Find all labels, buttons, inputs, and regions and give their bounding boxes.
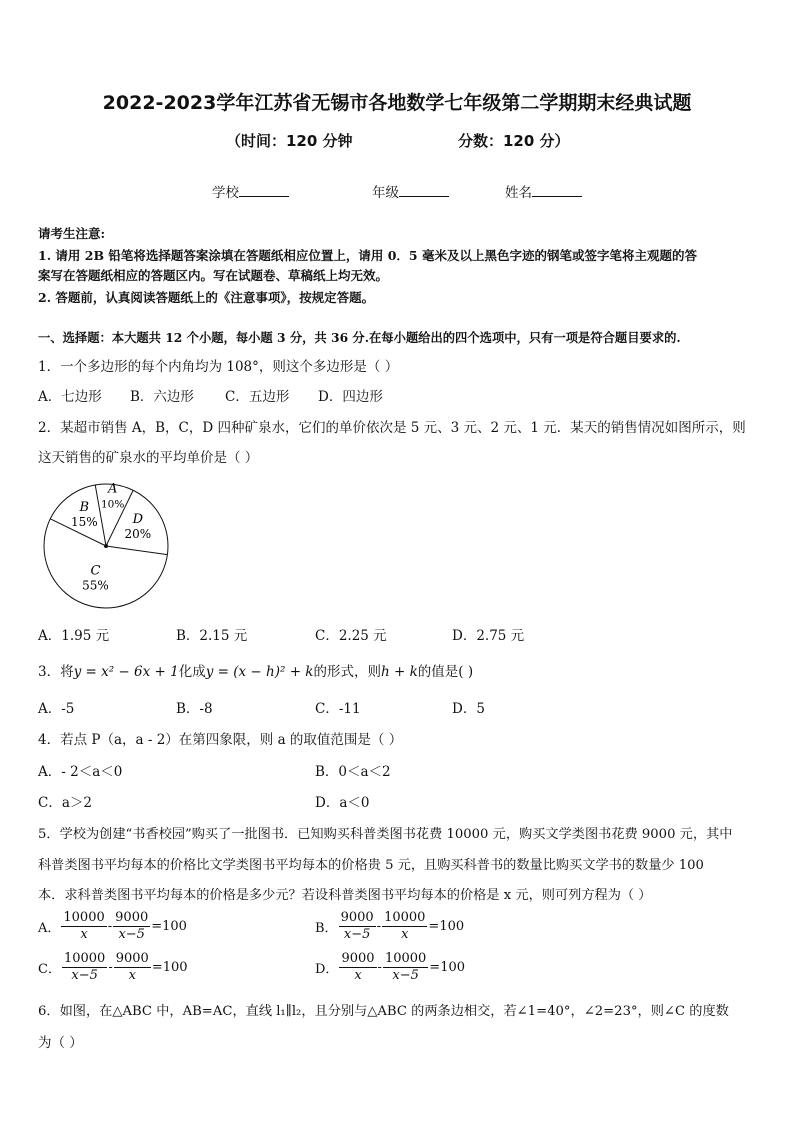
fraction [339, 951, 376, 984]
q5-stem-line3: 本．求科普类图书平均每本的价格是多少元？若设科普类图书平均每本的价格是 x 元，则可列方程为（ ） [38, 888, 652, 903]
numerator: 9000 [115, 910, 149, 925]
q5-option-c: C． $\frac{10000}{x-5}$ - $\frac{9000}{x}$ =100 [38, 951, 188, 983]
pie-label-C: C [90, 563, 101, 579]
q3-stem [38, 660, 473, 680]
fraction [383, 951, 428, 984]
school-field [212, 181, 289, 201]
q2-stem-line2: 这天销售的矿泉水的平均单价是（ ） [38, 450, 259, 466]
q3-stem-b: 化成 [178, 664, 206, 680]
notice-heading: 请考生注意: [38, 226, 106, 241]
name-field [505, 181, 582, 201]
q1-option-d: D．四边形 [318, 389, 383, 405]
q2-option-a: A．1.95 元 [38, 628, 110, 644]
denominator: x−5 [392, 968, 419, 983]
pie-percent-B: 15% [70, 515, 98, 530]
pie-label-D: D [132, 512, 144, 528]
denominator: x−5 [118, 927, 145, 942]
q5-stem-line1: 5．学校为创建“书香校园”购买了一批图书．已知购买科普类图书花费 10000 元，购买文学类图书花费 9000 元，其中 [38, 827, 733, 842]
q4-option-b: B．0＜a＜2 [315, 764, 391, 780]
q5-stem-line2: 科普类图书平均每本的价格比文学类图书平均每本的价格贵 5 元，且购买科普书的数量比购买文学书的数量少 100 [38, 858, 704, 873]
name-label: 姓名 [505, 185, 532, 201]
numerator: 10000 [63, 951, 106, 966]
numerator: 10000 [384, 951, 427, 966]
q6-stem-line2: 为（ ） [38, 1035, 83, 1051]
q4-option-a: A．- 2＜a＜0 [38, 764, 123, 780]
q1-stem: 1．一个多边形的每个内角均为 108°，则这个多边形是（ ） [38, 359, 399, 375]
q5-option-d: D． $\frac{9000}{x}$ - $\frac{10000}{x-5}$ =100 [315, 951, 466, 983]
numerator: 10000 [63, 910, 105, 925]
rhs: =100 [151, 960, 188, 975]
denominator: x−5 [71, 968, 98, 983]
fraction [339, 910, 376, 943]
pie-percent-D: 20% [124, 527, 152, 542]
numerator: 9000 [340, 910, 374, 925]
q2-option-d: D．2.75 元 [452, 628, 525, 644]
notice-line-1b: 案写在答题纸相应的答题区内。写在试题卷、草稿纸上均无效。 [38, 268, 389, 283]
denominator: x−5 [343, 927, 371, 942]
q2-stem-line1: 2．某超市销售 A，B，C，D 四种矿泉水，它们的单价依次是 5 元、3 元、2 元、1 元．某天的销售情况如图所示，则 [38, 420, 746, 436]
q5-option-b: B． $\frac{9000}{x-5}$ - $\frac{10000}{x}$ =100 [315, 910, 465, 942]
q3-option-b: B．-8 [176, 701, 213, 717]
pie-percent-C: 55% [82, 578, 109, 593]
rhs: =100 [428, 919, 465, 934]
pie-label-A: A [107, 481, 118, 497]
grade-blank [399, 184, 449, 197]
q1-option-a: A．七边形 [38, 389, 102, 405]
q1-option-c: C．五边形 [225, 389, 290, 405]
school-label: 学校 [212, 185, 239, 201]
q4-option-c: C．a＞2 [38, 795, 92, 811]
q5-option-c-label: C． [38, 962, 61, 977]
school-blank [239, 184, 289, 197]
q4-option-d: D．a＜0 [315, 795, 370, 811]
q4-stem: 4．若点 P（a，a - 2）在第四象限，则 a 的取值范围是（ ） [38, 732, 403, 748]
grade-field [372, 181, 449, 201]
denominator: x [128, 968, 136, 983]
numerator: 10000 [384, 910, 426, 925]
pie-label-B: B [79, 500, 90, 516]
q3-stem-d: 的值是( ) [417, 664, 474, 680]
fraction [382, 910, 427, 943]
sales-pie-chart [36, 478, 176, 618]
fraction [114, 951, 151, 984]
grade-label: 年级 [372, 185, 399, 201]
fraction [62, 951, 107, 984]
numerator: 9000 [341, 951, 375, 966]
q3-expr-3: h + k [380, 664, 418, 680]
q5-option-b-label: B． [315, 921, 338, 936]
fraction [61, 910, 106, 943]
q3-expr-1: y = x² − 6x + 1 [73, 664, 179, 680]
q1-option-b: B．六边形 [130, 389, 194, 405]
pie-center-dot [104, 544, 108, 548]
section-heading: 一、选择题：本大题共 12 个小题，每小题 3 分，共 36 分.在每小题给出的四个选项中，只有一项是符合题目要求的. [38, 330, 681, 345]
denominator: x [401, 927, 409, 942]
numerator: 9000 [115, 951, 149, 966]
name-blank [532, 184, 582, 197]
q3-expr-2: y = (x − h)² + k [205, 664, 314, 680]
denominator: x [354, 968, 362, 983]
q5-option-d-label: D． [315, 962, 339, 977]
exam-score: 分数：120 分） [458, 132, 570, 150]
rhs: =100 [151, 919, 187, 934]
q6-stem-line1: 6．如图，在△ABC 中，AB=AC，直线 l₁∥l₂，且分别与△ABC 的两条边相交，若∠1=40°，∠2=23°，则∠C 的度数 [38, 1004, 729, 1019]
rhs: =100 [429, 960, 466, 975]
pie-slice-boundary-C [106, 546, 167, 555]
q3-stem-a: 3．将 [38, 664, 74, 680]
q3-option-d: D．5 [452, 701, 485, 717]
notice-line-2: 2. 答题前，认真阅读答题纸上的《注意事项》，按规定答题。 [38, 290, 375, 305]
exam-time: （时间：120 分钟 [226, 132, 353, 150]
exam-title: 2022-2023学年江苏省无锡市各地数学七年级第二学期期末经典试题 [102, 92, 692, 114]
q5-option-a-label: A． [38, 921, 61, 936]
denominator: x [80, 927, 88, 942]
q3-option-c: C．-11 [315, 701, 361, 717]
q5-option-a: A． $\frac{10000}{x}$ - $\frac{9000}{x-5}$ =100 [38, 910, 187, 942]
q3-stem-c: 的形式，则 [313, 664, 381, 680]
q2-option-b: B．2.15 元 [176, 628, 248, 644]
q3-option-a: A．-5 [38, 701, 75, 717]
notice-line-1: 1. 请用 2B 铅笔将选择题答案涂填在答题纸相应位置上，请用 0．5 毫米及以上黑色字迹的钢笔或签字笔将主观题的答 [38, 248, 697, 263]
pie-percent-A: 10% [101, 498, 125, 511]
fraction [113, 910, 150, 943]
q2-option-c: C．2.25 元 [315, 628, 387, 644]
